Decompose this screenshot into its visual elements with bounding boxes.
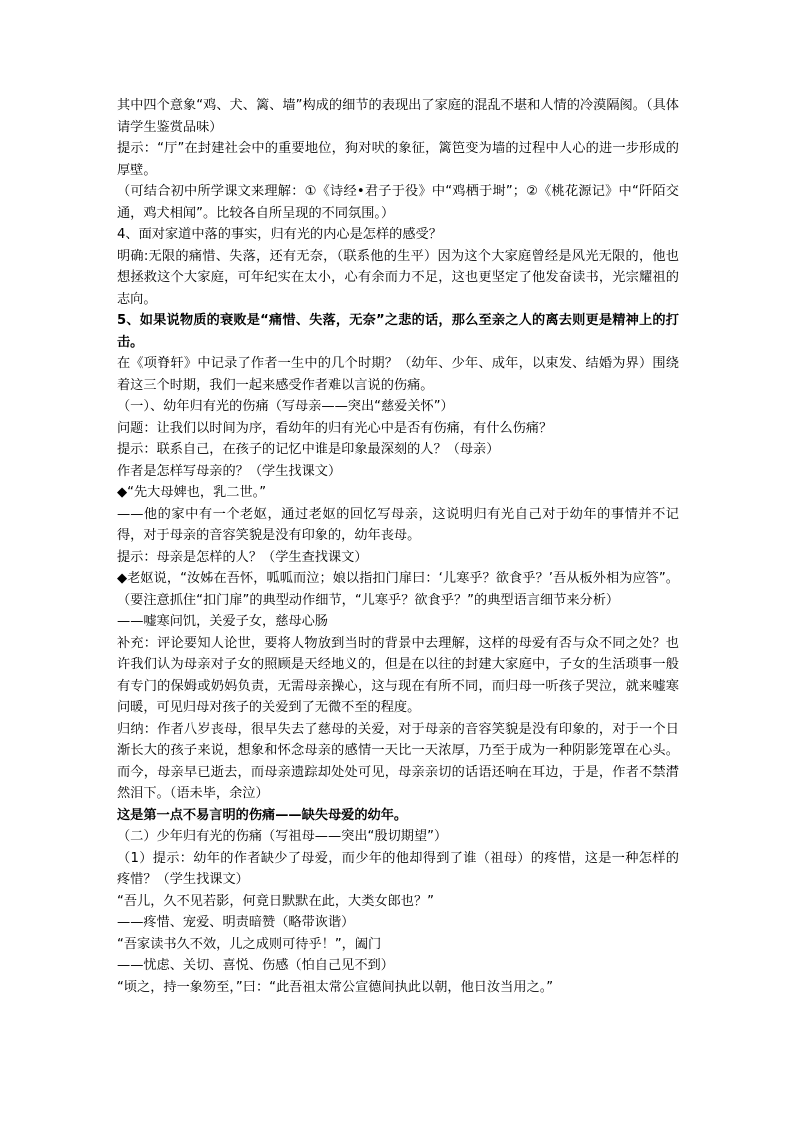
quote-line: “顷之，持一象笏至，”曰：“此吾祖太常公宣德间执此以朝，他日汝当用之。” (117, 979, 554, 995)
bold-heading: 这是第一点不易言明的伤痛——缺失母爱的幼年。 (117, 807, 408, 823)
section-heading: （一）、幼年归有光的伤痛（写母亲——突出“慈爱关怀”） (117, 399, 454, 414)
paragraph: 问题：让我们以时间为序，看幼年的归有光心中是否有伤痛，有什么伤痛？ (117, 420, 553, 436)
bold-heading: 5、如果说物质的衰败是“痛惜、失落，无奈”之悲的话，那么至亲之人的离去则更是精神上的打击。 (117, 313, 679, 350)
paragraph: 提示：联系自己，在孩子的记忆中谁是印象最深刻的人？（母亲） (117, 442, 500, 457)
question-heading: 4、面对家道中落的事实，归有光的内心是怎样的感受？ (117, 227, 442, 242)
quote-line: ◆“先大母婢也，乳二世。” (117, 485, 267, 500)
paragraph: 提示：“厅”在封建社会中的重要地位，狗对吠的象征，篱笆变为墙的过程中人心的进一步形成的厚壁。 (117, 141, 679, 178)
paragraph: （可结合初中所学课文来理解：①《诗经•君子于役》中“鸡栖于埘”；②《桃花源记》中“阡陌交通，鸡犬相闻”。比较各自所呈现的不同氛围。） (117, 184, 679, 221)
paragraph: 补充：评论要知人论世，要将人物放到当时的背景中去理解，这样的母爱有否与众不同之处？也许我们认为母亲对子女的照顾是天经地义的，但是在以往的封建大家庭中，子女的生活琐事一般有专门的保姆或奶妈负责，无需母亲操心，这与现在有所不同，而归母一听孩子哭泣，就来嘘寒问暖，可见归母对孩子的关爱到了无微不至的程度。 (117, 635, 679, 715)
paragraph: ——嘘寒问饥，关爱子女，慈母心肠 (117, 614, 328, 629)
paragraph: ——他的家中有一个老妪，通过老妪的回忆写母亲，这说明归有光自己对于幼年的事情并不记得，对于母亲的音容笑貌是没有印象的，幼年丧母。 (117, 506, 679, 543)
paragraph: ——疼惜、宠爱、明责暗赞（略带诙谐） (117, 915, 355, 930)
paragraph: 提示：母亲是怎样的人？（学生查找课文） (117, 549, 368, 565)
paragraph: ——忧虑、关切、喜悦、伤感（怕自己见不到） (117, 958, 394, 973)
document-page (117, 95, 679, 998)
quote-line: “吾儿，久不见若影，何竟日默默在此，大类女郎也？” (117, 893, 434, 909)
quote-line: “吾家读书久不效，儿之成则可待乎！”，阖门 (117, 936, 382, 952)
section-heading: （二）少年归有光的伤痛（写祖母——突出“殷切期望”） (117, 829, 448, 844)
paragraph: 在《项脊轩》中记录了作者一生中的几个时期？（幼年、少年、成年，以束发、结婚为界）围绕着这三个时期，我们一起来感受作者难以言说的伤痛。 (117, 356, 679, 393)
paragraph: 明确:无限的痛惜、失落，还有无奈，（联系他的生平）因为这个大家庭曾经是风光无限的，他也想拯救这个大家庭，可年纪实在太小，心有余而力不足，这也更坚定了他发奋读书，光宗耀祖的志向。 (117, 248, 679, 307)
paragraph: 归纳：作者八岁丧母，很早失去了慈母的关爱，对于母亲的音容笑貌是没有印象的，对于一个日渐长大的孩子来说，想象和怀念母亲的感情一天比一天浓厚，乃至于成为一种阴影笼罩在心头。而今，母亲早已逝去，而母亲遗踪却处处可见，母亲亲切的话语还响在耳边，于是，作者不禁潸然泪下。（语未毕，余泣） (117, 721, 679, 801)
paragraph: （1）提示：幼年的作者缺少了母爱，而少年的他却得到了谁（祖母）的疼惜，这是一种怎样的疼惜？（学生找课文） (117, 850, 679, 887)
paragraph: 其中四个意象“鸡、犬、篱、墙”构成的细节的表现出了家庭的混乱不堪和人情的冷漠隔阂。（具体请学生鉴赏品味） (117, 98, 679, 135)
paragraph: 作者是怎样写母亲的？（学生找课文） (117, 463, 342, 479)
quote-line: ◆老妪说，“汝姊在吾怀，呱呱而泣；娘以指扣门扉曰：‘儿寒乎？欲食乎？’吾从板外相为应答”。（要注意抓住“扣门扉”的典型动作细节，“儿寒乎？欲食乎？”的典型语言细节来分析） (117, 571, 679, 608)
